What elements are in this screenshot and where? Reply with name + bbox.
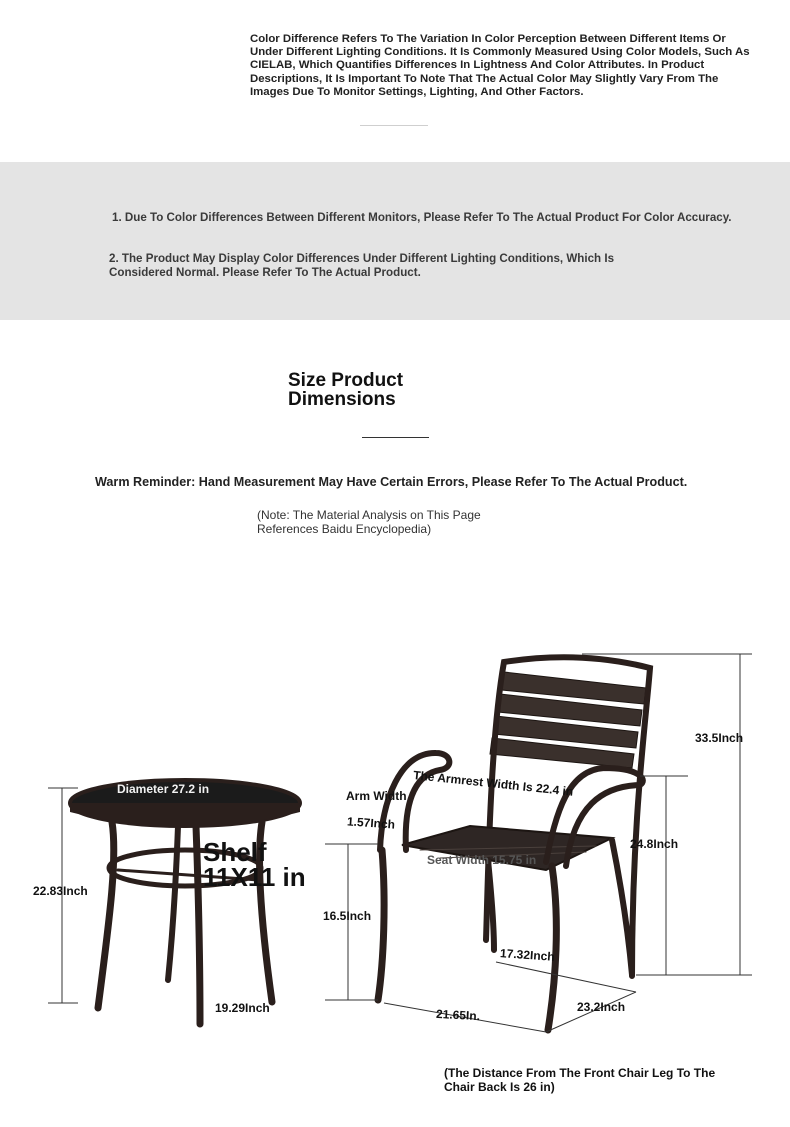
shelf-label-line-2: 11X11 in: [203, 862, 306, 892]
table-illustration: [70, 780, 300, 1024]
color-note-2: 2. The Product May Display Color Differences Under Different Lighting Conditions, Which Is Considered Normal. Please Refer To The Actual Product.: [109, 252, 615, 279]
measurement-reminder: Warm Reminder: Hand Measurement May Have Certain Errors, Please Refer To The Actual Product.: [95, 475, 688, 489]
chair-leg-back-right: [612, 840, 632, 975]
chair-leg-front-left: [378, 850, 384, 1000]
color-note-1: 1. Due To Color Differences Between Different Monitors, Please Refer To The Actual Product For Color Accuracy.: [112, 211, 732, 224]
chair-illustration: [378, 657, 650, 1030]
table-top-edge: [70, 803, 300, 827]
color-notes-band: [0, 162, 790, 320]
table-shelf-label: [203, 837, 306, 892]
seat-depth-label: 17.32Inch: [499, 946, 556, 964]
leg-distance-note: (The Distance From The Front Chair Leg To The Chair Back Is 26 in): [444, 1066, 716, 1094]
table-leg-right-back: [196, 826, 200, 1024]
size-title-line-2: Dimensions: [288, 388, 396, 410]
size-section-title: [288, 372, 403, 409]
table-diameter-label: Diameter 27.2 in: [117, 782, 210, 796]
seat-height-label: 16.5Inch: [323, 909, 372, 923]
table-height-label: 22.83Inch: [33, 884, 88, 898]
chair-leg-front-right: [548, 866, 556, 1030]
intro-divider: [360, 125, 428, 126]
color-difference-paragraph: Color Difference Refers To The Variation In Color Perception Between Different Items Or Under Different Lighting Conditions. It Is Commonly Measured Using Color Models, Such As CIELAB, Which Quantifies Differences In Lightness And Color Attributes. In Product Descriptions, It Is Important To Note That The Actual Color May Slightly Vary From The Images Due To Monitor Settings, Lighting, And Other Factors.: [250, 33, 750, 98]
chair-total-height-label: 33.5Inch: [695, 731, 744, 745]
seat-depth-line: [496, 962, 636, 992]
front-width-label: 21.65In.: [435, 1006, 481, 1024]
side-depth-label: 23.2Inch: [577, 1000, 626, 1014]
material-note: (Note: The Material Analysis on This Page References Baidu Encyclopedia): [257, 508, 481, 536]
chair-back-slats: [490, 672, 646, 768]
table-leg-left-front: [98, 822, 114, 1008]
table-base-depth-label: 19.29Inch: [215, 1001, 270, 1015]
title-divider: [362, 437, 429, 438]
size-title-line-1: Size Product: [288, 370, 404, 391]
arm-width-label: Arm Width: [346, 789, 407, 803]
armrest-width-label: The Armrest Width Is 22.4 in: [412, 768, 574, 799]
seat-width-label: Seat Width 15.75 in: [427, 853, 537, 867]
shelf-label-line-1: Shelf: [203, 837, 267, 867]
arm-height-label: 24.8Inch: [630, 837, 679, 851]
arm-width-value: 1.57Inch: [346, 814, 396, 832]
